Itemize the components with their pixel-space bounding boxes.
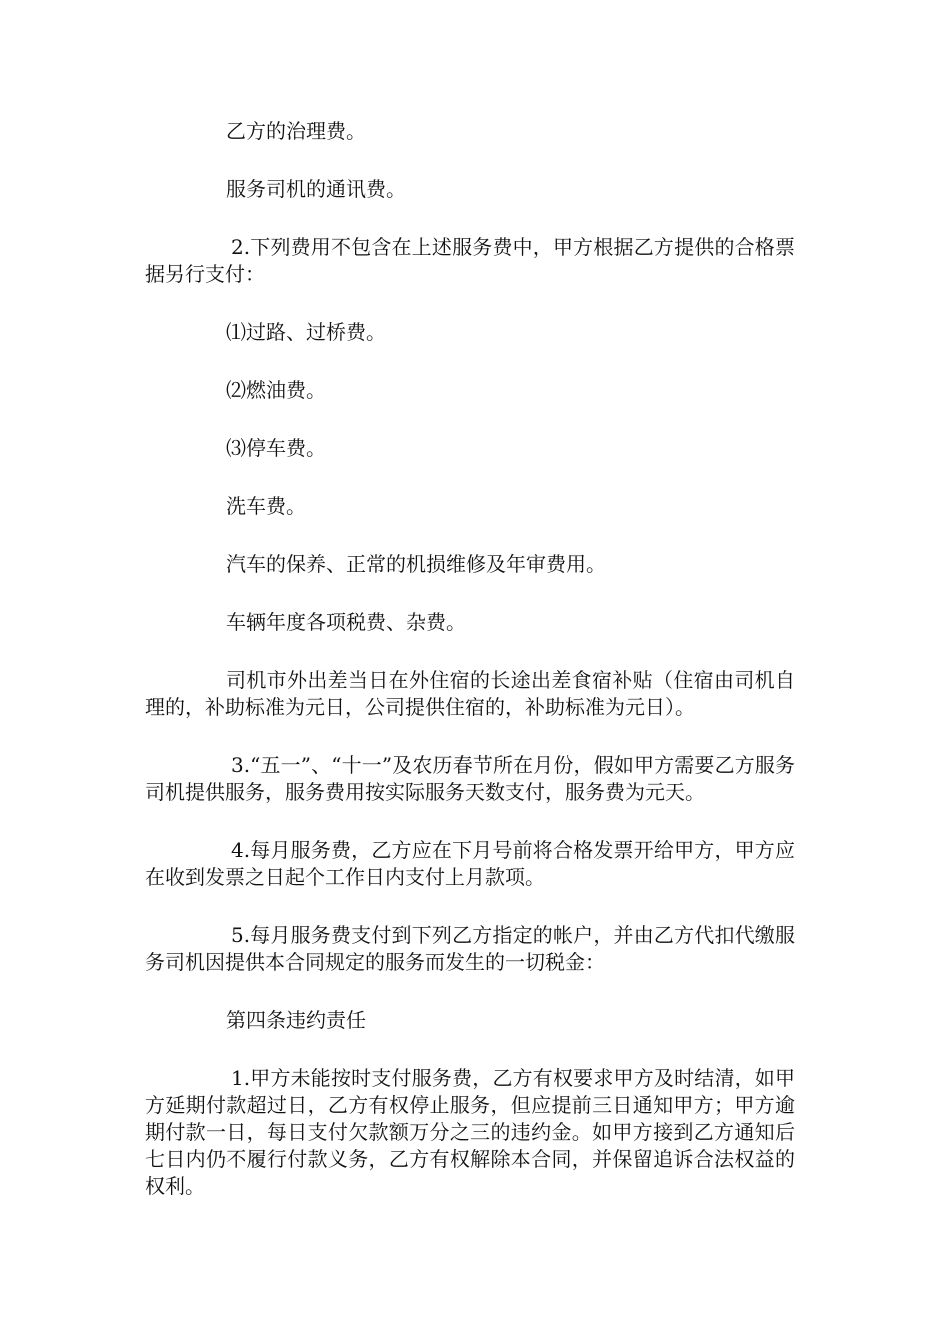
paragraph-breach-clause-1: 1.甲方未能按时支付服务费，乙方有权要求甲方及时结清，如甲方延期付款超过日，乙方有权停止服务，但应提前三日通知甲方；甲方逾期付款一日，每日支付欠款额万分之三的违约金。如甲方接到乙方通知后七日内仍不履行付款义务，乙方有权解除本合同，并保留追诉合法权益的权利。 bbox=[145, 1066, 795, 1198]
paragraph-fuel-fee: ⑵燃油费。 bbox=[226, 378, 326, 402]
paragraph-car-wash-fee: 洗车费。 bbox=[226, 494, 306, 518]
paragraph-communication-fee: 服务司机的通讯费。 bbox=[226, 177, 406, 201]
paragraph-clause-4: 4.每月服务费，乙方应在下月号前将合格发票开给甲方，甲方应在收到发票之日起个工作日内支付上月款项。 bbox=[145, 838, 795, 889]
paragraph-clause-2: 2.下列费用不包含在上述服务费中，甲方根据乙方提供的合格票据另行支付： bbox=[145, 235, 795, 286]
paragraph-clause-5: 5.每月服务费支付到下列乙方指定的帐户，并由乙方代扣代缴服务司机因提供本合同规定的服务而发生的一切税金： bbox=[145, 923, 795, 974]
paragraph-travel-allowance: 司机市外出差当日在外住宿的长途出差食宿补贴（住宿由司机自理的，补助标准为元日，公司提供住宿的，补助标准为元日）。 bbox=[145, 668, 795, 719]
paragraph-maintenance-fee: 汽车的保养、正常的机损维修及年审费用。 bbox=[226, 552, 606, 576]
document-body bbox=[145, 118, 795, 1231]
paragraph-vehicle-taxes: 车辆年度各项税费、杂费。 bbox=[226, 610, 466, 634]
paragraph-clause-3: 3.“五一”、“十一”及农历春节所在月份，假如甲方需要乙方服务司机提供服务，服务费用按实际服务天数支付，服务费为元天。 bbox=[145, 753, 795, 804]
section-heading-article-4: 第四条违约责任 bbox=[226, 1008, 366, 1032]
paragraph-parking-fee: ⑶停车费。 bbox=[226, 436, 326, 460]
paragraph-management-fee: 乙方的治理费。 bbox=[226, 119, 366, 143]
paragraph-toll-fee: ⑴过路、过桥费。 bbox=[226, 320, 386, 344]
